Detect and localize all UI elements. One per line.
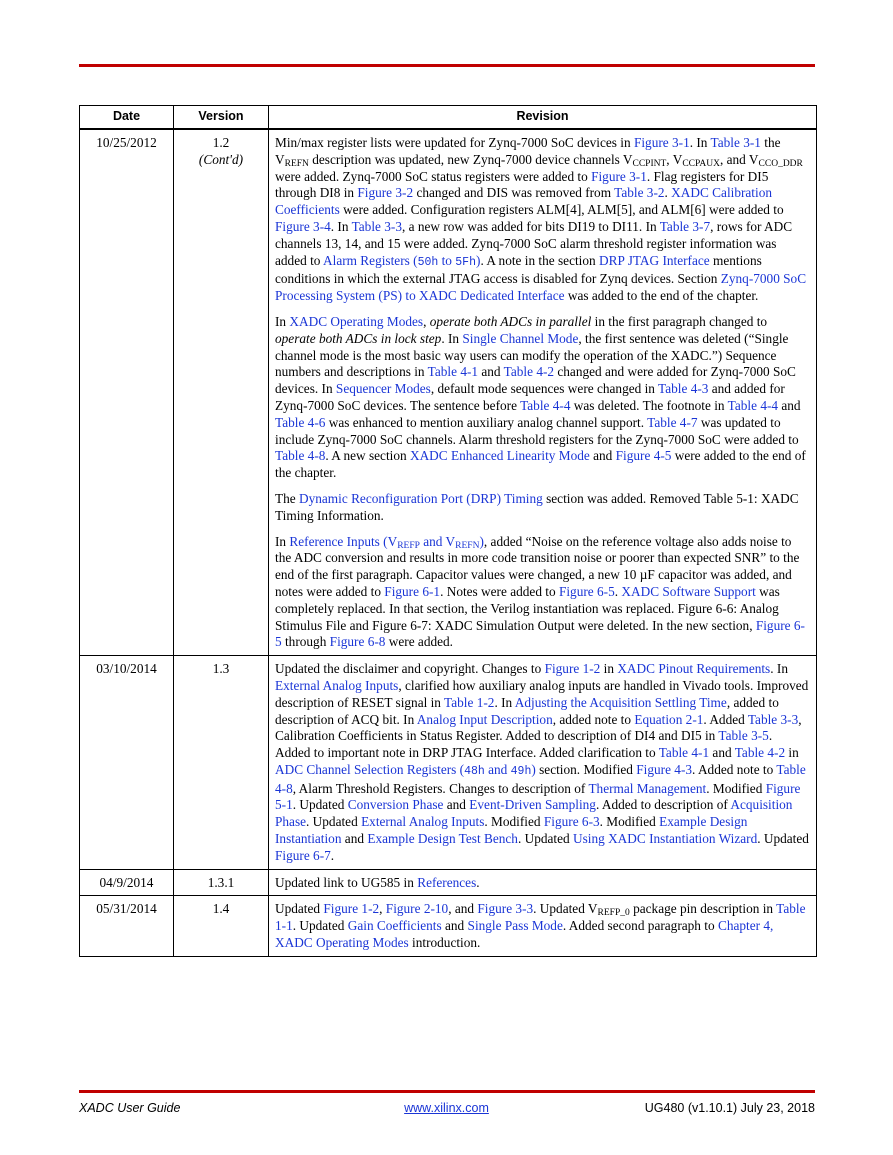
revision-text: . Added note to	[692, 761, 777, 777]
version-number: 1.4	[212, 901, 230, 917]
revision-text: were added to the end of the chapter.	[275, 448, 806, 481]
cross-reference-link[interactable]: Table 4-8	[275, 761, 806, 796]
cross-reference-link[interactable]: Single Channel Mode	[462, 330, 579, 346]
cross-reference-link[interactable]: Acquisition Phase	[275, 797, 793, 830]
revision-text: section. Modified	[535, 761, 637, 777]
cross-reference-link[interactable]: XADC Software Support	[621, 583, 756, 599]
cross-reference-link[interactable]: Table 3-5	[718, 728, 769, 744]
revision-text: in the first paragraph changed to	[591, 313, 768, 329]
revision-text: . Updated	[292, 797, 348, 813]
revision-paragraph	[275, 314, 809, 482]
revision-text: . Updated V	[533, 901, 598, 917]
revision-text: were added. Zynq-7000 SoC status registers were added to	[275, 168, 592, 184]
revision-text: , and V	[719, 151, 759, 167]
revision-text: . A note in the section	[480, 252, 599, 268]
cross-reference-link[interactable]: and	[484, 761, 511, 777]
revision-text: . In	[689, 135, 711, 150]
revision-paragraph	[275, 491, 809, 525]
revision-text: . Modified	[599, 814, 660, 830]
cross-reference-link[interactable]: Example Design Instantiation	[275, 814, 748, 847]
revision-text: was enhanced to mention auxiliary analog channel support.	[325, 414, 648, 430]
subscript-text: REFN	[284, 158, 309, 169]
cross-reference-link[interactable]: Table 4-4	[727, 397, 779, 413]
cross-reference-link[interactable]: Figure 6-5	[558, 583, 615, 599]
revision-text: and	[478, 364, 504, 380]
cross-reference-link[interactable]: and V	[419, 533, 456, 549]
cross-reference-link[interactable]: Chapter 4, XADC Operating Modes	[275, 918, 774, 951]
revision-text: , and	[448, 901, 478, 917]
revision-text: , Calibration Coefficients in Status Register. Added to description of DI4 and DI5 in	[275, 711, 802, 744]
subscript-text: CCPINT	[632, 158, 667, 169]
version-number: 1.2	[212, 135, 230, 150]
cross-reference-link[interactable]: Table 3-3	[747, 711, 799, 727]
revision-text: were added. Configuration registers ALM[4], ALM[5], and ALM[6] were added to	[339, 202, 784, 218]
cross-reference-link[interactable]: Using XADC Instantiation Wizard	[572, 831, 758, 847]
revision-text: , clarified how auxiliary analog inputs are handled in Vivado tools. Improved description of RESET signal in	[275, 677, 809, 710]
cell-revision	[269, 869, 817, 896]
revision-text: .	[476, 874, 480, 890]
revision-text: In	[275, 313, 290, 329]
table-row	[80, 896, 817, 956]
cross-reference-link[interactable]: XADC Pinout Requirements	[617, 661, 771, 677]
cross-reference-link[interactable]: )	[476, 252, 481, 268]
revision-text: was deleted. The footnote in	[570, 397, 728, 413]
footer-website-link[interactable]: www.xilinx.com	[404, 1101, 489, 1115]
revision-text: were added.	[385, 634, 453, 650]
cross-reference-link[interactable]: REFP	[397, 540, 420, 551]
cell-date: 03/10/2014	[80, 656, 174, 870]
footer-rule	[79, 1090, 815, 1093]
cross-reference-link[interactable]: Table 3-3	[351, 218, 402, 234]
cross-reference-link[interactable]: Equation 2-1	[634, 711, 704, 727]
revision-text: , rows for ADC channels 13, 14, and 15 were added. Zynq-7000 SoC alarm threshold register information was added to	[275, 218, 793, 268]
revision-text: . In	[330, 218, 352, 234]
cross-reference-link[interactable]: Table 3-7	[659, 218, 711, 234]
cross-reference-link[interactable]: Conversion Phase	[347, 797, 444, 813]
revision-text: .	[664, 185, 672, 201]
revision-text: section was added. Removed Table 5-1: XADC Timing Information.	[275, 490, 799, 523]
cell-revision	[269, 129, 817, 656]
revision-text: the V	[275, 135, 781, 167]
revision-text: , default mode sequences were changed in	[430, 381, 659, 397]
revision-text: was added to the end of the chapter.	[564, 288, 759, 304]
revision-text: and	[709, 745, 735, 761]
cross-reference-link[interactable]: External Analog Inputs	[275, 677, 399, 693]
revision-text: introduction.	[408, 935, 481, 951]
cell-date: 10/25/2012	[80, 129, 174, 656]
cross-reference-link[interactable]: Figure 4-3	[636, 761, 693, 777]
cross-reference-link[interactable]: Table 1-1	[275, 901, 806, 934]
cross-reference-link[interactable]: XADC Enhanced Linearity Mode	[409, 448, 590, 464]
cross-reference-link[interactable]: Figure 3-2	[357, 185, 414, 201]
revision-text: through	[281, 634, 330, 650]
revision-text: . In	[770, 661, 788, 677]
cross-reference-link[interactable]: Figure 6-7	[275, 847, 331, 863]
cell-revision	[269, 896, 817, 956]
cross-reference-link[interactable]: Figure 6-8	[329, 634, 386, 650]
cross-reference-link[interactable]: External Analog Inputs	[361, 814, 485, 830]
revision-history-table	[79, 105, 817, 957]
revision-text: . Modified	[706, 780, 766, 796]
revision-text: mentions conditions in which the external JTAG access is disabled for Zynq devices. Section	[275, 252, 762, 287]
revision-text: , added to description of ACQ bit. In	[275, 694, 779, 727]
cross-reference-link[interactable]: Dynamic Reconfiguration Port (DRP) Timing	[299, 490, 543, 506]
revision-text: . Updated	[757, 831, 809, 847]
revision-text: and added for Zynq-7000 SoC devices. The sentence before	[275, 381, 785, 413]
revision-text: , the first sentence was deleted (“Single channel mode is the most basic way users can modify the operation of the XADC.”) Sequence numbers and descriptions in	[275, 330, 789, 380]
cross-reference-link[interactable]: DRP JTAG Interface	[599, 252, 710, 268]
header-rule	[79, 64, 815, 67]
revision-text: . Updated	[306, 814, 362, 830]
revision-text: . Added second paragraph to	[562, 918, 718, 934]
revision-text: changed and were added for Zynq-7000 SoC devices. In	[275, 364, 796, 397]
revision-text: . Flag registers for DI5 through DI8 in	[275, 168, 769, 201]
column-header-revision: Revision	[269, 106, 817, 130]
revision-text: changed and DIS was removed from	[413, 185, 615, 201]
cross-reference-link[interactable]: Sequencer Modes	[335, 381, 431, 397]
revision-text: In	[275, 533, 290, 549]
revision-text: . In	[494, 694, 515, 710]
cross-reference-link[interactable]: Figure 5-1	[275, 780, 801, 813]
cross-reference-link[interactable]: Figure 3-3	[477, 901, 534, 917]
revision-text: , V	[666, 151, 683, 167]
cross-reference-link[interactable]: )	[531, 761, 536, 777]
revision-paragraph	[275, 875, 809, 892]
cross-reference-link[interactable]: 49h	[510, 764, 532, 778]
revision-paragraph	[275, 135, 809, 305]
revision-text: in	[600, 661, 618, 677]
revision-text: and	[589, 448, 616, 464]
cross-reference-link[interactable]: ADC Channel Selection Registers (	[275, 761, 465, 777]
revision-text: description was updated, new Zynq-7000 device channels V	[308, 151, 633, 167]
revision-text: package pin description in	[629, 901, 777, 917]
cell-version	[174, 896, 269, 956]
cross-reference-link[interactable]: Example Design Test Bench	[367, 831, 518, 847]
revision-text: . Updated	[292, 918, 348, 934]
cross-reference-link[interactable]: Figure 6-1	[384, 583, 441, 599]
revision-text: ,	[379, 901, 386, 917]
revision-text: . Modified	[484, 814, 544, 830]
revision-text: . Added to important note in DRP JTAG Interface. Added clarification to	[275, 728, 773, 761]
cross-reference-link[interactable]: Table 4-1	[427, 364, 479, 380]
revision-paragraph	[275, 901, 809, 951]
revision-text: . Added to description of	[595, 797, 731, 813]
cross-reference-link[interactable]: Figure 3-1	[591, 168, 647, 184]
revision-text: .	[330, 847, 335, 863]
revision-text: and	[441, 918, 468, 934]
cross-reference-link[interactable]: Figure 3-1	[633, 135, 690, 150]
cross-reference-link[interactable]: Figure 4-5	[615, 448, 672, 464]
footer-doc-id: UG480 (v1.10.1) July 23, 2018	[644, 1101, 815, 1115]
cross-reference-link[interactable]: REFN	[455, 540, 480, 551]
version-number: 1.3	[212, 661, 230, 677]
cross-reference-link[interactable]: Table 4-1	[658, 745, 710, 761]
revision-text: in	[785, 745, 799, 761]
cross-reference-link[interactable]: Adjusting the Acquisition Settling Time	[514, 694, 727, 710]
cross-reference-link[interactable]: Table 4-7	[647, 414, 698, 430]
cross-reference-link[interactable]: Table 3-1	[710, 135, 761, 150]
cross-reference-link[interactable]: Figure 3-4	[275, 218, 331, 234]
table-row	[80, 129, 817, 656]
cell-date: 05/31/2014	[80, 896, 174, 956]
revision-text: , a new row was added for bits DI19 to DI11. In	[401, 218, 660, 234]
cross-reference-link[interactable]: 5Fh	[455, 255, 476, 269]
revision-text: operate both ADCs in lock step	[275, 330, 442, 346]
revision-text: Updated	[275, 901, 324, 917]
subscript-text: CCO_DDR	[758, 158, 803, 169]
cross-reference-link[interactable]: Zynq-7000 SoC Processing System (PS) to XADC Dedicated Interface	[275, 271, 807, 304]
table-row	[80, 656, 817, 870]
cross-reference-link[interactable]: Alarm Registers (	[323, 252, 418, 268]
cross-reference-link[interactable]: Table 4-6	[275, 414, 326, 430]
footer-doc-title: XADC User Guide	[79, 1101, 181, 1115]
revision-text: The	[275, 490, 299, 506]
cross-reference-link[interactable]: Event-Driven Sampling	[469, 797, 596, 813]
cross-reference-link[interactable]: Analog Input Description	[416, 711, 553, 727]
cross-reference-link[interactable]: Table 4-3	[658, 381, 709, 397]
cross-reference-link[interactable]: Figure 6-3	[543, 814, 600, 830]
revision-text: was updated to include Zynq-7000 SoC channels. Alarm threshold registers for the Zynq-7000 SoC were added to	[275, 414, 799, 447]
subscript-text: REFP_0	[597, 908, 630, 919]
revision-text: , added note to	[552, 711, 635, 727]
column-header-version: Version	[174, 106, 269, 130]
revision-text: . Updated	[517, 831, 573, 847]
cross-reference-link[interactable]: XADC Operating Modes	[289, 313, 424, 329]
subscript-text: CCPAUX	[682, 158, 720, 169]
cross-reference-link[interactable]: Reference Inputs (V	[289, 533, 398, 549]
revision-text: and	[443, 797, 470, 813]
cross-reference-link[interactable]: to	[438, 252, 456, 268]
cross-reference-link[interactable]: Table 4-2	[503, 364, 555, 380]
revision-text: and	[341, 831, 368, 847]
revision-text: . A new section	[325, 448, 410, 464]
cross-reference-link[interactable]: Table 4-2	[734, 745, 786, 761]
cross-reference-link[interactable]: Table 4-8	[275, 448, 326, 464]
column-header-date: Date	[80, 106, 174, 130]
revision-text: was completely replaced. In that section, the Verilog instantiation was replaced. Figure 6-6: Analog Stimulus File and Figure 6-7: XADC Simulation Output were deleted. In the new section,	[275, 583, 780, 633]
table-row	[80, 869, 817, 896]
version-continued-note: (Cont'd)	[198, 151, 244, 167]
version-number: 1.3.1	[207, 874, 235, 890]
cross-reference-link[interactable]: Gain Coefficients	[347, 918, 442, 934]
cross-reference-link[interactable]: Table 1-2	[444, 694, 495, 710]
cell-version	[174, 656, 269, 870]
cross-reference-link[interactable]: )	[479, 533, 484, 549]
revision-text: .	[614, 583, 622, 599]
cross-reference-link[interactable]: Figure 1-2	[544, 661, 601, 677]
cross-reference-link[interactable]: Table 4-4	[520, 397, 571, 413]
revision-text: . Notes were added to	[440, 583, 559, 599]
cross-reference-link[interactable]: Figure 2-10	[385, 901, 449, 917]
cross-reference-link[interactable]: 48h	[464, 764, 485, 778]
revision-text: Updated link to UG585 in	[275, 874, 418, 890]
cross-reference-link[interactable]: 50h	[417, 255, 439, 269]
revision-text: and	[778, 397, 801, 413]
revision-paragraph	[275, 534, 809, 652]
revision-paragraph	[275, 661, 809, 865]
revision-text: Min/max register lists were updated for Zynq-7000 SoC devices in	[275, 135, 634, 150]
cell-date: 04/9/2014	[80, 869, 174, 896]
cross-reference-link[interactable]: Single Pass Mode	[467, 918, 563, 934]
revision-text: Updated the disclaimer and copyright. Changes to	[275, 661, 545, 677]
revision-text: , added “Noise on the reference voltage also adds noise to the ADC conversion and results in more code transition noise or poorer than expected SNR” to the end of the first paragraph. Capacitor values were changed, a new 10 µF capacitor was added, and notes were added to	[275, 533, 800, 599]
revision-text: . In	[441, 330, 463, 346]
revision-text: , Alarm Threshold Registers. Changes to description of	[292, 780, 589, 796]
cross-reference-link[interactable]: Figure 1-2	[323, 901, 380, 917]
cell-version	[174, 129, 269, 656]
cross-reference-link[interactable]: Table 3-2	[614, 185, 665, 201]
revision-text: . Added	[703, 711, 748, 727]
cross-reference-link[interactable]: Thermal Management	[588, 780, 707, 796]
table-header-row	[80, 106, 817, 130]
cross-reference-link[interactable]: Figure 6-5	[275, 617, 805, 650]
cross-reference-link[interactable]: References	[417, 874, 477, 890]
cell-revision	[269, 656, 817, 870]
cell-version	[174, 869, 269, 896]
revision-text: ,	[423, 313, 430, 329]
cross-reference-link[interactable]: XADC Calibration Coefficients	[275, 185, 772, 218]
revision-text: operate both ADCs in parallel	[429, 313, 592, 329]
